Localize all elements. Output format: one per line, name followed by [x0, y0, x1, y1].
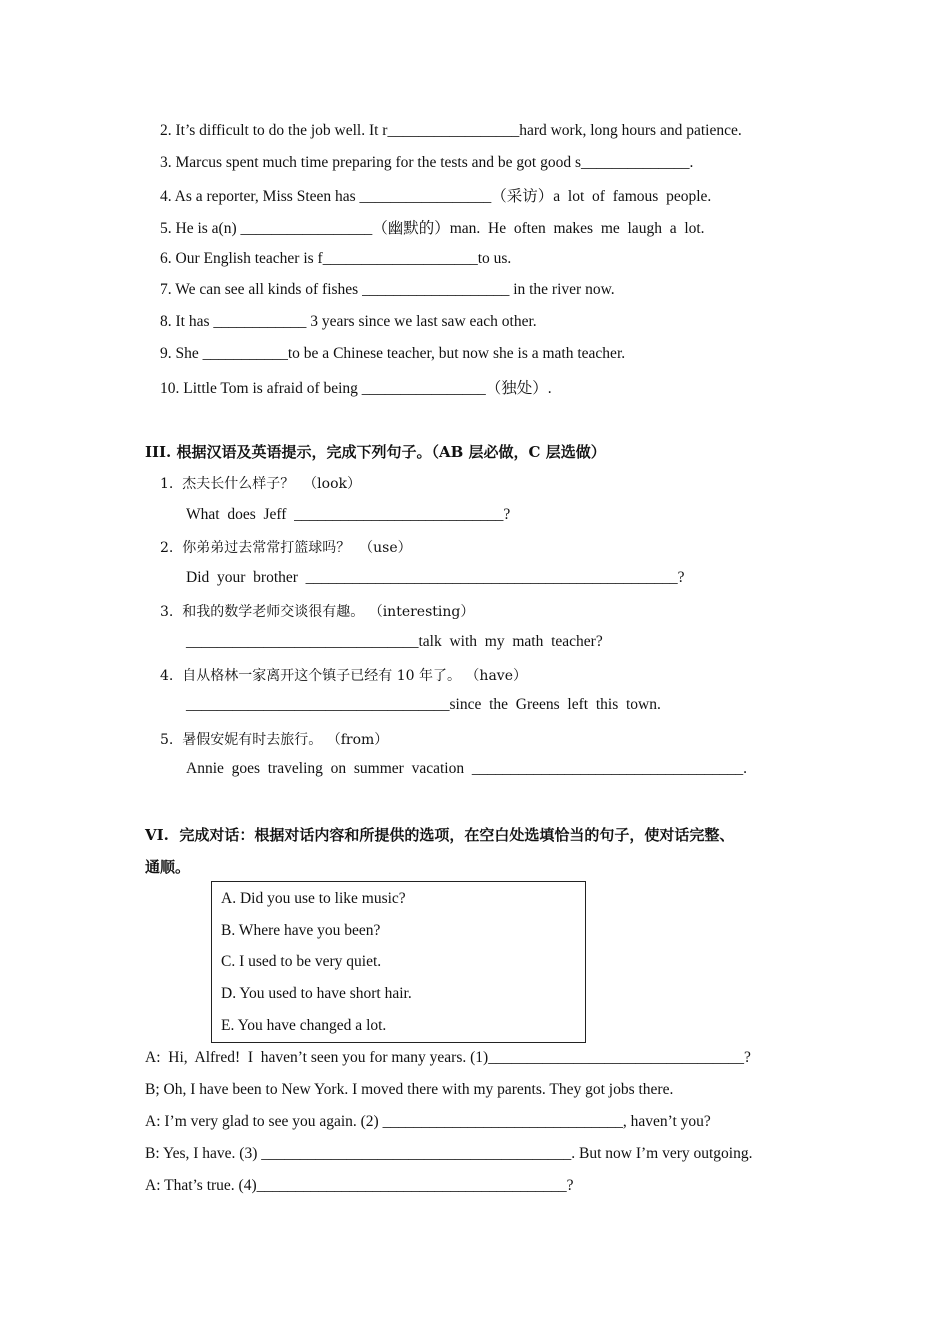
dialogue-line: B; Oh, I have been to New York. I moved there with my parents. They got jobs there.: [145, 1081, 674, 1098]
section-heading: III. 根据汉语及英语提示，完成下列句子。（AB 层必做，C 层选做）: [145, 443, 606, 461]
fill-in-item: 6. Our English teacher is f____________________to us.: [160, 250, 512, 267]
translation-answer-line: Did your brother ________________________________________________?: [186, 569, 685, 586]
section-heading-continued: 通顺。: [145, 858, 191, 876]
dialogue-line: A: Hi, Alfred! I haven’t seen you for many years. (1)_________________________________?: [145, 1049, 751, 1066]
fill-in-item: 2. It’s difficult to do the job well. It r_________________hard work, long hours and patience.: [160, 122, 742, 139]
translation-prompt: 1. 杰夫长什么样子？ （look）: [160, 476, 361, 492]
translation-answer-line: What does Jeff ___________________________?: [186, 506, 511, 523]
fill-in-item: 9. She ___________to be a Chinese teacher, but now she is a math teacher.: [160, 345, 626, 362]
translation-prompt: 4. 自从格林一家离开这个镇子已经有 10 年了。 （have）: [160, 668, 527, 684]
translation-prompt: 5. 暑假安妮有时去旅行。 （from）: [160, 732, 389, 748]
fill-in-item: 10. Little Tom is afraid of being ________________（独处）.: [160, 380, 552, 397]
options-box: [211, 881, 586, 1043]
dialogue-line: A: I’m very glad to see you again. (2) _______________________________, haven’t you?: [145, 1113, 711, 1130]
option-c: C. I used to be very quiet.: [221, 953, 382, 970]
fill-in-item: 8. It has ____________ 3 years since we last saw each other.: [160, 313, 537, 330]
translation-prompt: 2. 你弟弟过去常常打篮球吗？ （use）: [160, 540, 412, 556]
option-a: A. Did you use to like music?: [221, 890, 406, 907]
section-heading: VI. 完成对话：根据对话内容和所提供的选项，在空白处选填恰当的句子，使对话完整、: [145, 826, 735, 844]
dialogue-line: A: That’s true. (4)________________________________________?: [145, 1177, 574, 1194]
translation-answer-line: Annie goes traveling on summer vacation ___________________________________.: [186, 760, 747, 777]
translation-prompt: 3. 和我的数学老师交谈很有趣。 （interesting）: [160, 604, 475, 620]
dialogue-line: B: Yes, I have. (3) ________________________________________. But now I’m very outgoing.: [145, 1145, 753, 1162]
fill-in-item: 4. As a reporter, Miss Steen has _________________（采访）a lot of famous people.: [160, 188, 712, 205]
fill-in-item: 3. Marcus spent much time preparing for the tests and be got good s______________.: [160, 154, 694, 171]
translation-answer-line: ______________________________talk with my math teacher?: [186, 633, 603, 650]
option-d: D. You used to have short hair.: [221, 985, 412, 1002]
translation-answer-line: __________________________________since the Greens left this town.: [186, 696, 661, 713]
option-b: B. Where have you been?: [221, 922, 381, 939]
fill-in-item: 7. We can see all kinds of fishes ___________________ in the river now.: [160, 281, 615, 298]
fill-in-item: 5. He is a(n) _________________（幽默的）man. He often makes me laugh a lot.: [160, 220, 705, 237]
option-e: E. You have changed a lot.: [221, 1017, 387, 1034]
